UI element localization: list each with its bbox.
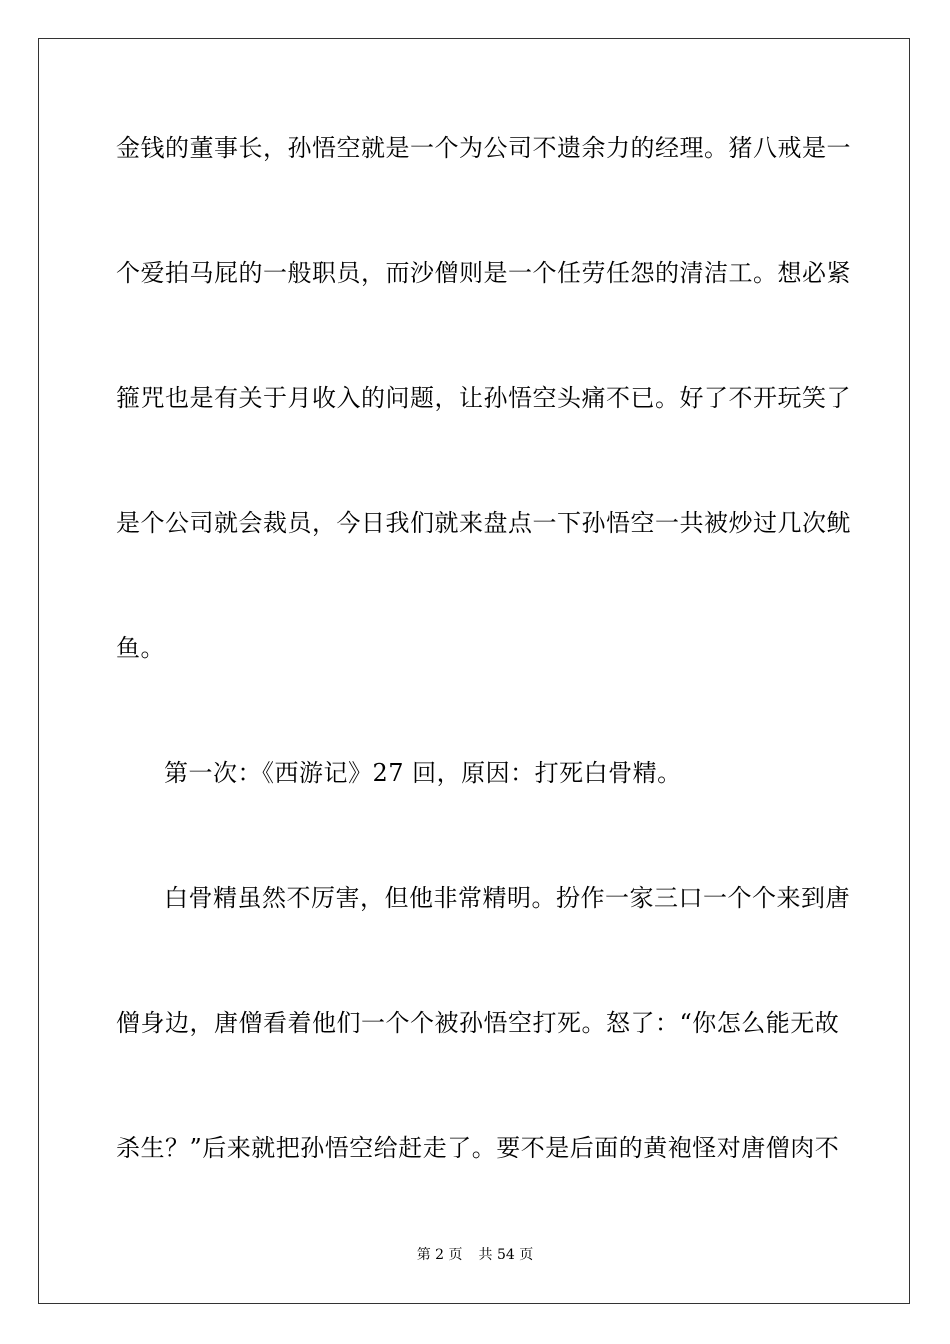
section-heading: 第一次：《西游记》27 回，原因：打死白骨精。 — [164, 759, 682, 787]
text-line: 金钱的董事长，孙悟空就是一个为公司不遗余力的经理。猪八戒是一 — [116, 134, 851, 162]
page-border — [38, 38, 910, 1304]
text-line: 鱼。 — [116, 634, 165, 662]
text-line: 箍咒也是有关于月收入的问题，让孙悟空头痛不已。好了不开玩笑了 — [116, 384, 851, 412]
page-total: 共 54 页 — [478, 1247, 534, 1263]
text-line: 僧身边，唐僧看着他们一个个被孙悟空打死。怒了：“你怎么能无故 — [116, 1009, 840, 1037]
text-line: 白骨精虽然不厉害，但他非常精明。扮作一家三口一个个来到唐 — [164, 884, 850, 912]
text-line: 杀生？”后来就把孙悟空给赶走了。要不是后面的黄袍怪对唐僧肉不 — [116, 1134, 840, 1162]
text-line: 个爱拍马屁的一般职员，而沙僧则是一个任劳任怨的清洁工。想必紧 — [116, 259, 851, 287]
text-line: 是个公司就会裁员，今日我们就来盘点一下孙悟空一共被炒过几次鱿 — [116, 509, 851, 537]
page-number: 第 2 页 — [416, 1247, 463, 1263]
page-footer — [0, 1245, 950, 1265]
